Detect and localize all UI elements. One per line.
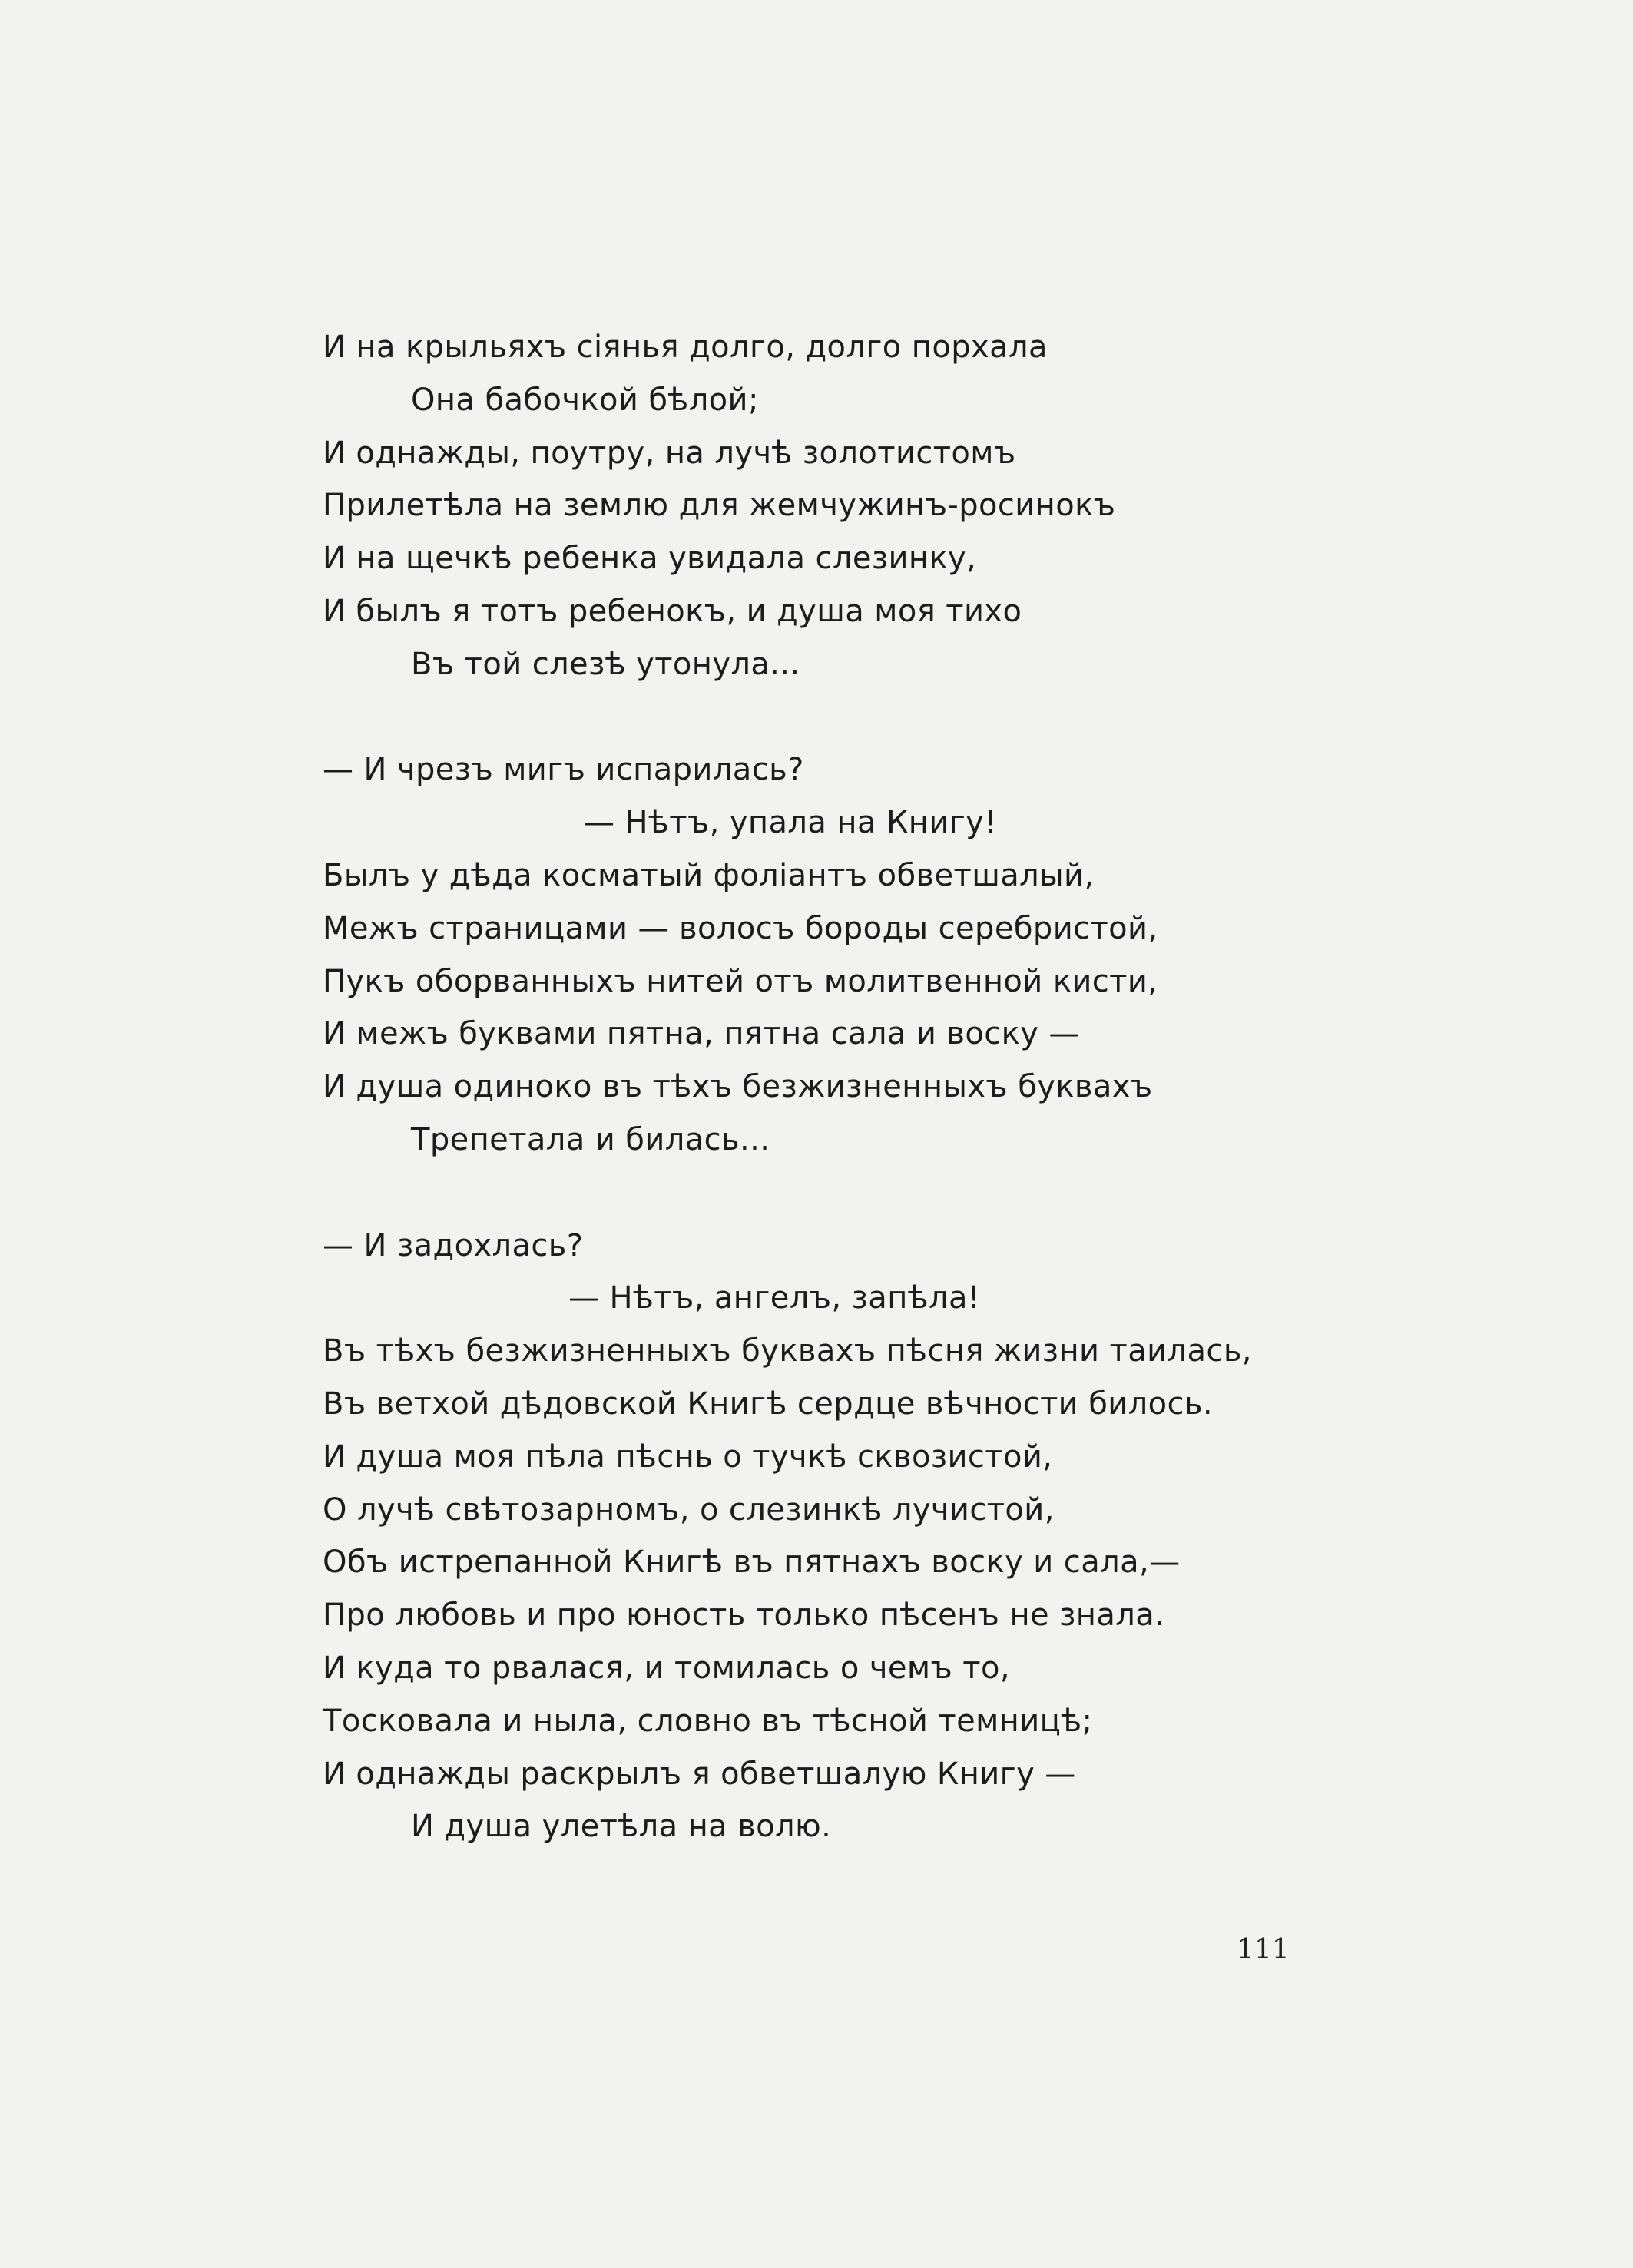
poem-line: Въ той слезѣ утонула...: [411, 646, 800, 682]
poem-line: Прилетѣла на землю для жемчужинъ-росинокъ: [323, 488, 1116, 524]
poem-line: И однажды раскрылъ я обветшалую Книгу —: [323, 1756, 1076, 1792]
page-number: 111: [1237, 1934, 1290, 1965]
poem-line: И на щечкѣ ребенка увидала слезинку,: [323, 541, 977, 577]
poem-line: И куда то рвалася, и томилась о чемъ то,: [323, 1650, 1010, 1686]
poem-line: — Нѣтъ, ангелъ, запѣла!: [568, 1280, 981, 1316]
poem-line: — Нѣтъ, упала на Книгу!: [584, 805, 997, 841]
stanza-break: [323, 691, 1398, 744]
poem-line: И душа одиноко въ тѣхъ безжизненныхъ буквахъ: [323, 1069, 1153, 1105]
poem-line: Былъ у дѣда косматый фоліантъ обветшалый,: [323, 857, 1095, 893]
poem-text: [323, 321, 1398, 1853]
poem-line: О лучѣ свѣтозарномъ, о слезинкѣ лучистой,: [323, 1492, 1055, 1528]
poem-line: Въ ветхой дѣдовской Книгѣ сердце вѣчности билось.: [323, 1386, 1213, 1422]
poem-line: И душа моя пѣла пѣснь о тучкѣ сквозистой,: [323, 1439, 1053, 1475]
poem-line: Тосковала и ныла, словно въ тѣсной темницѣ;: [323, 1703, 1093, 1739]
poem-line: Про любовь и про юность только пѣсенъ не знала.: [323, 1598, 1165, 1634]
poem-line: И однажды, поутру, на лучѣ золотистомъ: [323, 435, 1016, 471]
poem-line: — И чрезъ мигъ испарилась?: [323, 752, 804, 788]
poem-line: И на крыльяхъ сіянья долго, долго порхала: [323, 329, 1048, 365]
poem-line: Пукъ оборванныхъ нитей отъ молитвенной кисти,: [323, 963, 1158, 999]
poem-line: И душа улетѣла на волю.: [411, 1809, 832, 1845]
poem-line: Трепетала и билась...: [411, 1121, 770, 1157]
poem-line: Она бабочкой бѣлой;: [411, 382, 759, 418]
poem-line: Межъ страницами — волосъ бороды серебристой,: [323, 910, 1158, 946]
poem-line: И былъ я тотъ ребенокъ, и душа моя тихо: [323, 593, 1022, 629]
poem-line: Въ тѣхъ безжизненныхъ буквахъ пѣсня жизни таилась,: [323, 1333, 1252, 1369]
poem-line: Объ истрепанной Книгѣ въ пятнахъ воску и сала,—: [323, 1545, 1181, 1581]
poem-line: И межъ буквами пятна, пятна сала и воску —: [323, 1016, 1080, 1052]
stanza-break: [323, 1167, 1398, 1220]
poem-line: — И задохлась?: [323, 1227, 584, 1263]
